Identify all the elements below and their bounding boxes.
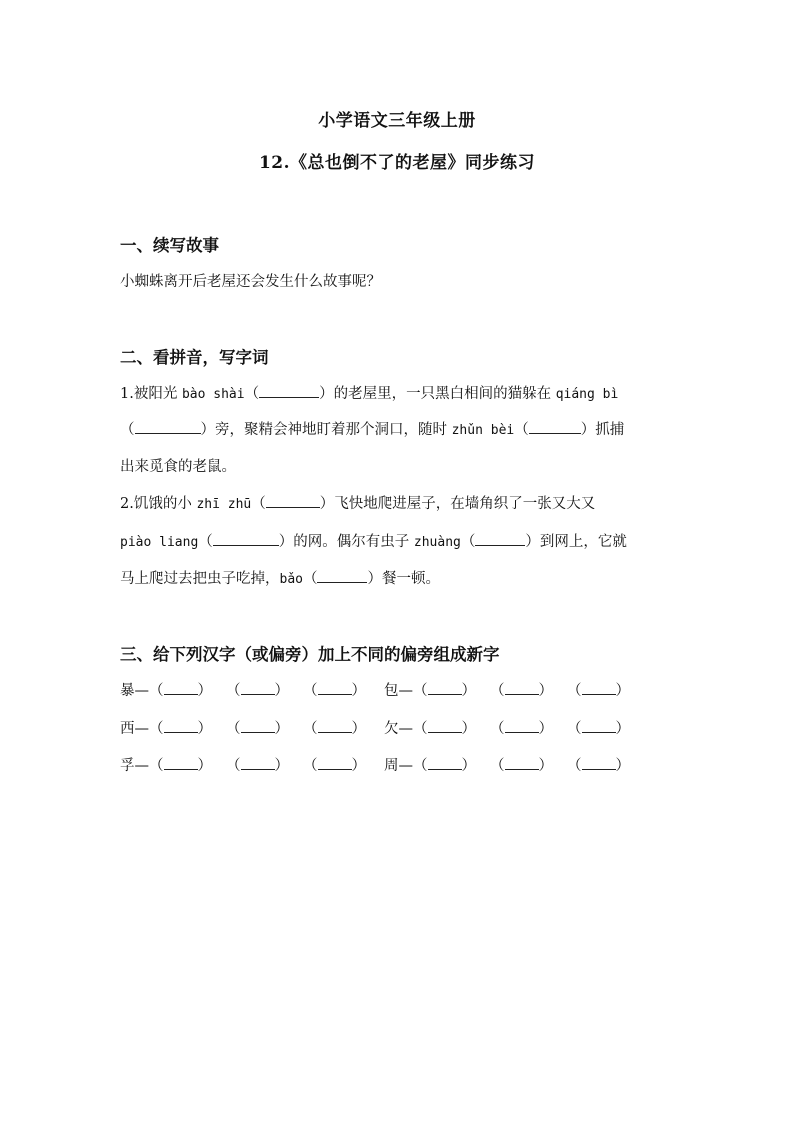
pinyin-zhi-zhu: zhī zhū	[196, 497, 252, 512]
q2-line-1: 2.饥饿的小 zhī zhū（ ）飞快地爬进屋子，在墙角织了一张又大又	[120, 496, 596, 512]
q1-line-2: （ ）旁，聚精会神地盯着那个洞口，随时 zhǔn bèi（ ）抓捕	[120, 422, 625, 438]
answer-blank[interactable]	[317, 569, 367, 583]
q2-line-3: 马上爬过去把虫子吃掉，bǎo（ ）餐一顿。	[120, 571, 440, 587]
pinyin-bao-shai: bào shài	[181, 387, 245, 402]
answer-blank[interactable]	[241, 719, 275, 733]
answer-blank[interactable]	[505, 756, 539, 770]
section-1-question: 小蜘蛛离开后老屋还会发生什么故事呢？	[120, 274, 381, 290]
radical-char: 周	[384, 758, 399, 774]
answer-blank[interactable]	[266, 494, 320, 508]
radical-char: 孚	[120, 758, 135, 774]
answer-blank[interactable]	[428, 756, 462, 770]
page-title: 小学语文三年级上册	[318, 111, 476, 131]
section-2-heading: 二、看拼音，写字词	[120, 348, 269, 367]
answer-blank[interactable]	[582, 681, 616, 695]
radical-row: 暴—（ ） （ ） （ ） 包—（ ） （ ） （ ）	[120, 683, 630, 699]
section-3-heading: 三、给下列汉字（或偏旁）加上不同的偏旁组成新字	[120, 645, 500, 664]
answer-blank[interactable]	[259, 384, 319, 398]
radical-char: 欠	[384, 721, 399, 737]
radical-char: 西	[120, 721, 135, 737]
pinyin-zhun-bei: zhǔn bèi	[451, 423, 515, 438]
pinyin-bao: bǎo	[279, 572, 303, 587]
page-subtitle: 12.《总也倒不了的老屋》同步练习	[258, 153, 536, 173]
answer-blank[interactable]	[135, 420, 201, 434]
pinyin-qiang-bi: qiáng bì	[555, 387, 619, 402]
radical-row: 西—（ ） （ ） （ ） 欠—（ ） （ ） （ ）	[120, 721, 630, 737]
answer-blank[interactable]	[582, 719, 616, 733]
answer-blank[interactable]	[529, 420, 581, 434]
answer-blank[interactable]	[582, 756, 616, 770]
answer-blank[interactable]	[475, 532, 525, 546]
answer-blank[interactable]	[428, 719, 462, 733]
radical-char: 暴	[120, 683, 135, 699]
q1-line-1: 1.被阳光 bào shài（ ）的老屋里，一只黑白相间的猫躲在 qiáng bì	[120, 386, 619, 402]
answer-blank[interactable]	[505, 681, 539, 695]
radical-char: 包	[384, 683, 399, 699]
answer-blank[interactable]	[318, 681, 352, 695]
answer-blank[interactable]	[164, 719, 198, 733]
q1-line-3: 出来觅食的老鼠。	[120, 459, 236, 475]
section-1-heading: 一、续写故事	[120, 236, 219, 255]
answer-blank[interactable]	[241, 756, 275, 770]
answer-blank[interactable]	[428, 681, 462, 695]
answer-blank[interactable]	[164, 681, 198, 695]
answer-blank[interactable]	[505, 719, 539, 733]
answer-blank[interactable]	[241, 681, 275, 695]
q2-line-2: piào liang（ ）的网。偶尔有虫子 zhuàng（ ）到网上，它就	[120, 534, 627, 550]
answer-blank[interactable]	[318, 756, 352, 770]
pinyin-zhuang: zhuàng	[413, 535, 461, 550]
pinyin-piao-liang: piào liang	[120, 535, 199, 550]
answer-blank[interactable]	[318, 719, 352, 733]
answer-blank[interactable]	[213, 532, 279, 546]
answer-blank[interactable]	[164, 756, 198, 770]
radical-row: 孚—（ ） （ ） （ ） 周—（ ） （ ） （ ）	[120, 758, 630, 774]
